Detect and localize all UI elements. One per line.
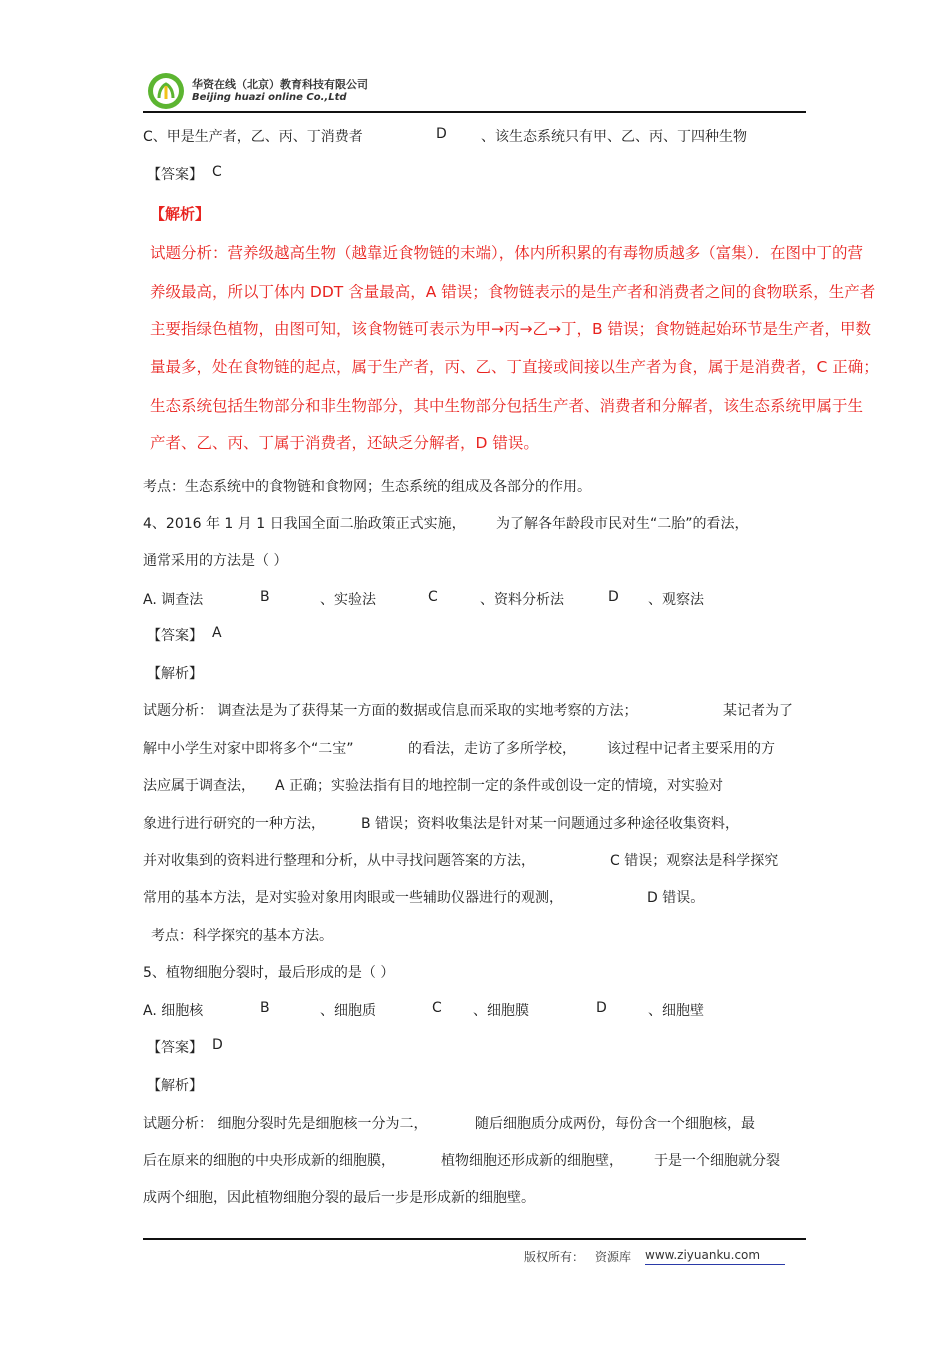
q3-analysis-line: 养级最高，所以丁体内 DDT 含量最高，A 错误；食物链表示的是生产者和消费者之间的食物联系，生产者: [150, 283, 876, 301]
q5-option-b-text: 、细胞质: [320, 1003, 376, 1019]
q3-analysis-line: 产者、乙、丙、丁属于消费者，还缺乏分解者，D 错误。: [150, 434, 539, 452]
q5-answer: D: [212, 1037, 223, 1053]
q4-analysis-text: 解中小学生对家中即将多个“二宝”: [143, 741, 354, 757]
q4-analysis-text: 该过程中记者主要采用的方: [607, 741, 775, 757]
q5-option-d-text: 、细胞壁: [648, 1003, 704, 1019]
footer-url-link[interactable]: www.ziyuanku.com: [645, 1248, 761, 1262]
q4-analysis-text: 常用的基本方法，是对实验对象用肉眼或一些辅助仪器进行的观测，: [143, 890, 563, 906]
q3-answer-label: 【答案】: [147, 167, 203, 183]
q5-analysis-text: 植物细胞还形成新的细胞壁，: [441, 1153, 623, 1169]
q5-option-c-letter: C: [432, 1000, 442, 1016]
company-name-cn: 华资在线（北京）教育科技有限公司: [192, 78, 368, 91]
q3-option-d-letter: D: [436, 126, 447, 142]
q3-answer: C: [212, 164, 222, 180]
q5-option-d-letter: D: [596, 1000, 607, 1016]
q3-option-d-text: 、该生态系统只有甲、乙、丙、丁四种生物: [481, 129, 747, 145]
q4-analysis-label: 【解析】: [147, 666, 203, 682]
q4-stem: 4、2016 年 1 月 1 日我国全面二胎政策正式实施，: [143, 516, 466, 532]
q5-analysis-text: 试题分析： 细胞分裂时先是细胞核一分为二，: [143, 1116, 428, 1132]
q4-option-b-text: 、实验法: [320, 592, 376, 608]
q4-answer-label: 【答案】: [147, 628, 203, 644]
q5-stem: 5、植物细胞分裂时，最后形成的是（ ）: [143, 965, 395, 981]
footer-copyright: 版权所有：: [524, 1250, 585, 1264]
q5-option-a: A. 细胞核: [143, 1003, 204, 1019]
q4-option-b-letter: B: [260, 589, 270, 605]
q4-analysis-text: 试题分析： 调查法是为了获得某一方面的数据或信息而采取的实地考察的方法；: [143, 703, 638, 719]
q4-option-a: A. 调查法: [143, 592, 204, 608]
q5-analysis-text: 随后细胞质分成两份，每份含一个细胞核，最: [475, 1116, 755, 1132]
q5-analysis-text: 于是一个细胞就分裂: [654, 1153, 780, 1169]
footer-library: 资源库: [595, 1250, 632, 1264]
q4-analysis-text: 的看法，走访了多所学校，: [408, 741, 576, 757]
q3-analysis-line: 量最多，处在食物链的起点，属于生产者，丙、乙、丁直接或间接以生产者为食，属于是消费者，C 正确；: [150, 358, 879, 376]
q4-analysis-text: D 错误。: [647, 890, 705, 906]
company-name-en: Beijing huazi online Co.,Ltd: [192, 92, 347, 103]
q5-answer-label: 【答案】: [147, 1040, 203, 1056]
q3-kaodian: 考点：生态系统中的食物链和食物网；生态系统的组成及各部分的作用。: [143, 479, 591, 495]
q4-option-d-text: 、观察法: [648, 592, 704, 608]
q5-analysis-text: 成两个细胞，因此植物细胞分裂的最后一步是形成新的细胞壁。: [143, 1190, 535, 1206]
q5-analysis-label: 【解析】: [147, 1078, 203, 1094]
q4-analysis-text: C 错误；观察法是科学探究: [610, 853, 779, 869]
q4-stem-line2: 通常采用的方法是（ ）: [143, 553, 288, 569]
q5-analysis-text: 后在原来的细胞的中央形成新的细胞膜，: [143, 1153, 395, 1169]
footer-rule: [143, 1238, 806, 1240]
q5-option-c-text: 、细胞膜: [473, 1003, 529, 1019]
q4-analysis-text: 并对收集到的资料进行整理和分析，从中寻找问题答案的方法，: [143, 853, 535, 869]
q3-analysis-line: 主要指绿色植物，由图可知，该食物链可表示为甲→丙→乙→丁，B 错误；食物链起始环节是生产者，甲数: [150, 320, 872, 338]
q4-analysis-text: 象进行进行研究的一种方法，: [143, 816, 325, 832]
company-logo: [147, 72, 185, 110]
q3-analysis-line: 生态系统包括生物部分和非生物部分，其中生物部分包括生产者、消费者和分解者，该生态系统甲属于生: [150, 397, 864, 415]
q3-option-c: C、甲是生产者，乙、丙、丁消费者: [143, 129, 363, 145]
q4-option-c-letter: C: [428, 589, 438, 605]
q4-analysis-text: 法应属于调查法，: [143, 778, 255, 794]
q4-option-c-text: 、资料分析法: [480, 592, 564, 608]
header-rule: [143, 111, 806, 113]
q4-stem-cont: 为了解各年龄段市民对生“二胎”的看法，: [496, 516, 749, 532]
q4-analysis-text: 某记者为了: [723, 703, 793, 719]
q4-analysis-text: B 错误；资料收集法是针对某一问题通过多种途径收集资料，: [361, 816, 740, 832]
q4-analysis-text: A 正确；实验法指有目的地控制一定的条件或创设一定的情境，对实验对: [275, 778, 724, 794]
footer-url-underline: [645, 1264, 785, 1265]
q5-option-b-letter: B: [260, 1000, 270, 1016]
q3-analysis-line: 试题分析：营养级越高生物（越靠近食物链的末端），体内所积累的有毒物质越多（富集）．在图中丁的营: [150, 244, 864, 262]
q4-answer: A: [212, 625, 222, 641]
q4-kaodian: 考点：科学探究的基本方法。: [151, 928, 333, 944]
q3-analysis-label: 【解析】: [150, 205, 211, 223]
q4-option-d-letter: D: [608, 589, 619, 605]
